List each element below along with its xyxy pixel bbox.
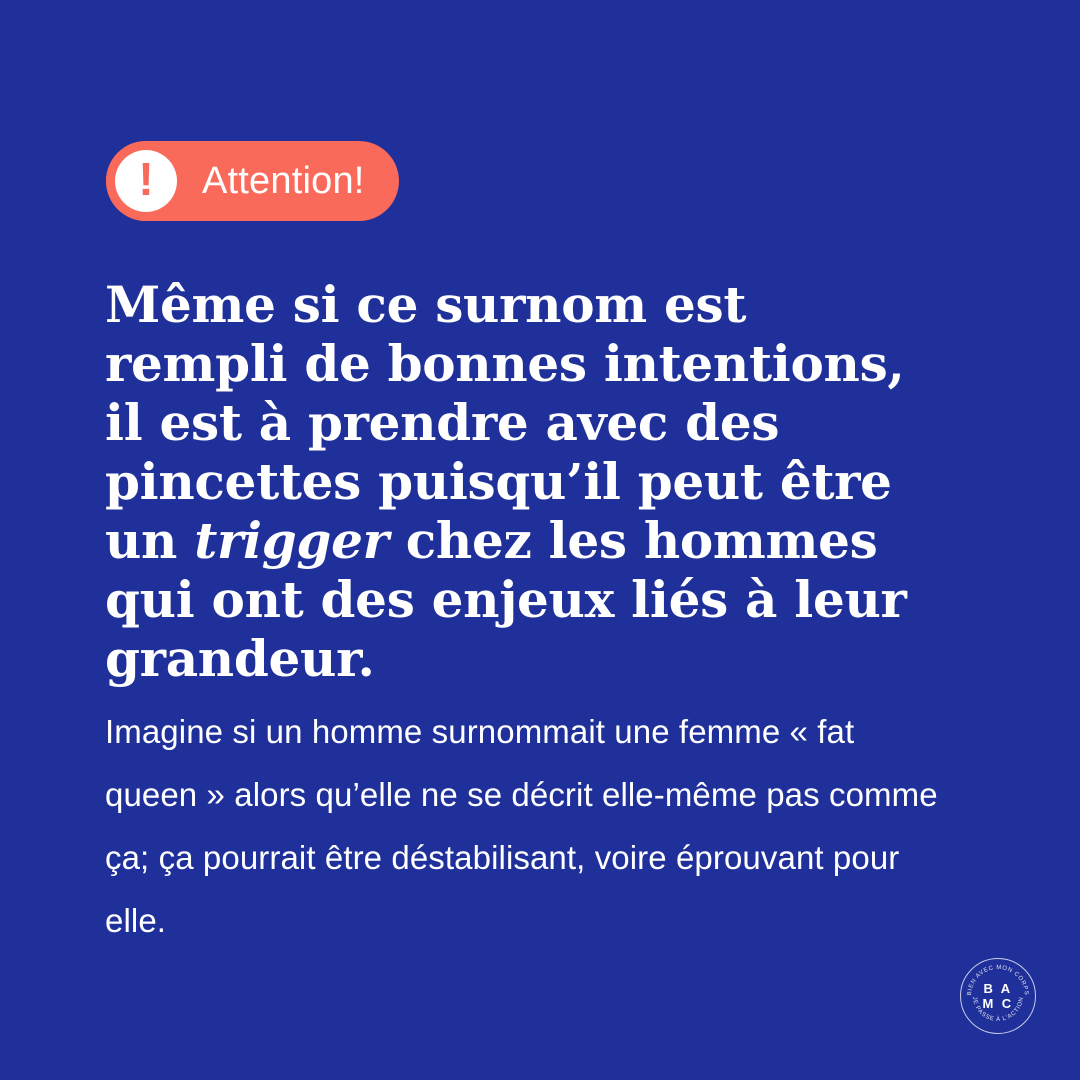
logo-monogram-line-2: M C <box>982 996 1014 1011</box>
headline-part-2: chez les hommes qui ont des enjeux liés à leur grandeur. <box>105 511 907 688</box>
logo-monogram <box>960 958 1036 1034</box>
logo-monogram-line-1: B A <box>983 981 1013 996</box>
headline-part-1: Même si ce surnom est rempli de bonnes intentions, il est à prendre avec des pincettes puisqu’il peut être un <box>105 275 905 570</box>
exclamation-mark-icon <box>106 141 186 221</box>
attention-badge-label: Attention! <box>202 159 365 202</box>
headline-emphasis: trigger <box>194 511 389 570</box>
logo-arc-bottom: JE PASSE À L'ACTION <box>970 996 1026 1024</box>
exclamation-glyph: ! <box>138 153 154 205</box>
brand-logo <box>960 958 1036 1034</box>
attention-badge <box>106 141 399 221</box>
body-paragraph: Imagine si un homme surnommait une femme « fat queen » alors qu’elle ne se décrit elle-même pas comme ça; ça pourrait être déstabilisant, voire éprouvant pour elle. <box>105 713 938 939</box>
headline <box>105 275 935 688</box>
logo-arc-top: BIEN AVEC MON CORPS <box>966 964 1030 996</box>
